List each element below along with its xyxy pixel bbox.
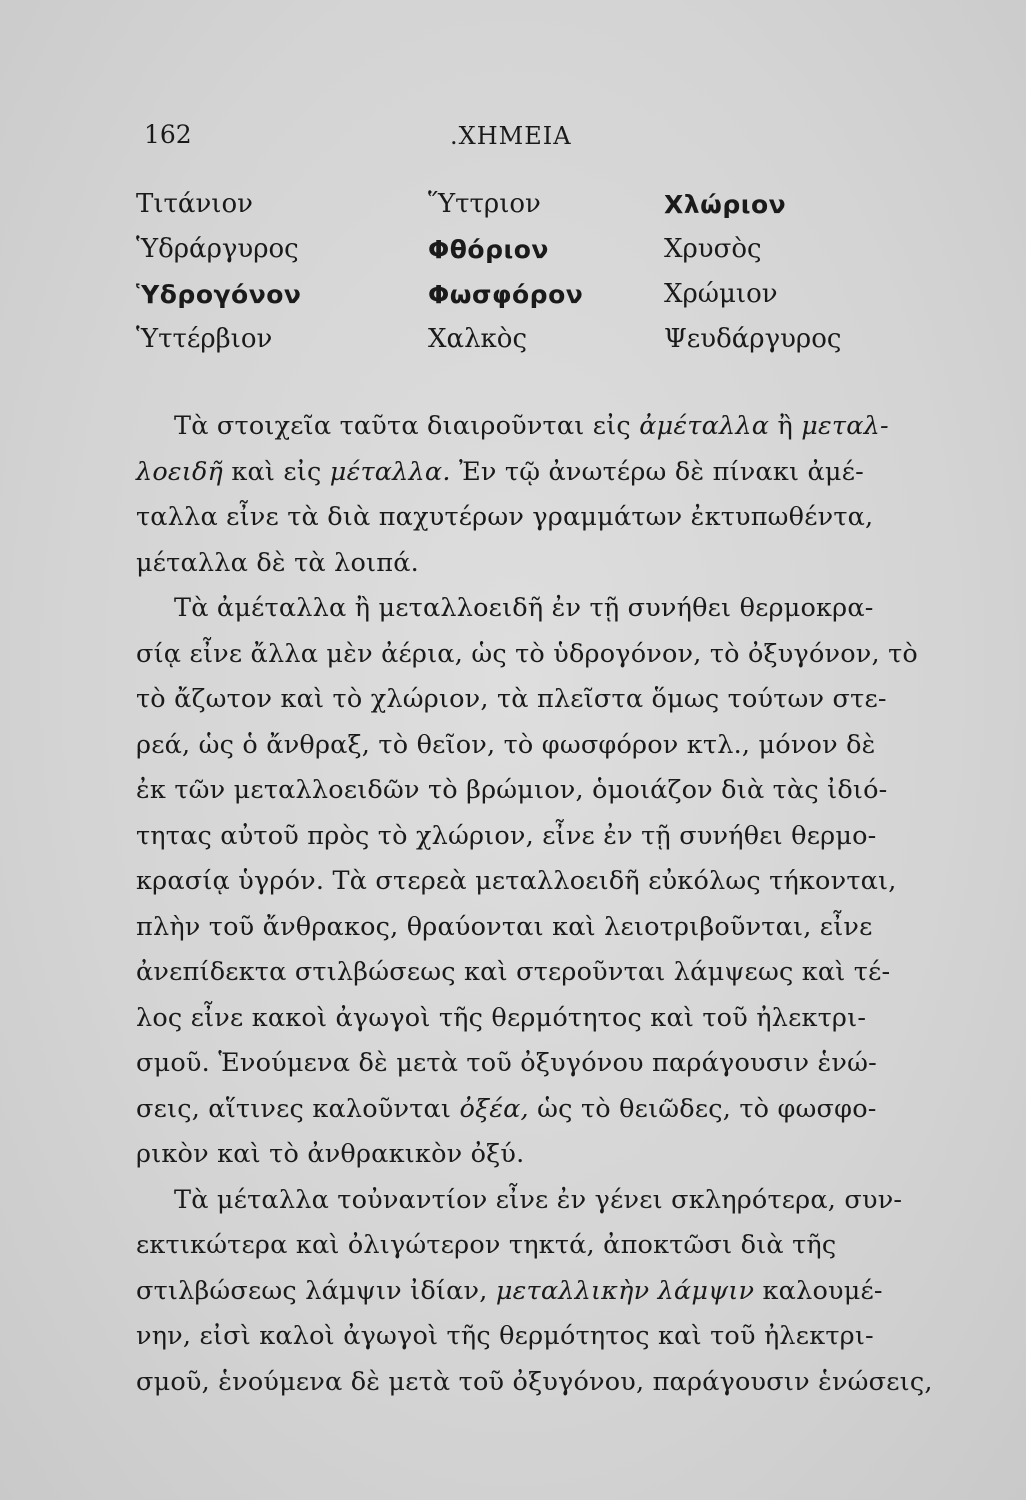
text-line: Τὰ μέταλλα τοὐναντίον εἶνε ἐν γένει σκληρότερα, συν- [174,1184,903,1215]
elements-column-2 [428,182,583,362]
text-line: ταλλα εἶνε τὰ διὰ παχυτέρων γραμμάτων ἐκτυπωθέντα, [136,502,874,532]
text-line: κρασίᾳ ὑγρόν. Τὰ στερεὰ μεταλλοειδῆ εὐκόλως τήκονται, [136,866,897,896]
text-line: στιλβώσεως λάμψιν ἰδίαν, μεταλλικὴν λάμψιν καλουμέ- [136,1275,883,1306]
elements-column-3 [664,182,841,362]
text-line: τητας αὐτοῦ πρὸς τὸ χλώριον, εἶνε ἐν τῇ συνήθει θερμο- [136,820,877,851]
element-copper: Χαλκὸς [428,324,528,354]
body-text [136,404,933,1405]
text-line: πλὴν τοῦ ἄνθρακος, θραύονται καὶ λειοτριβοῦνται, εἶνε [136,911,873,942]
text-line: μέταλλα δὲ τὰ λοιπά. [136,547,419,578]
text-line: σίᾳ εἶνε ἄλλα μὲν ἀέρια, ὡς τὸ ὑδρογόνον, τὸ ὀξυγόνον, τὸ [136,638,918,669]
text-line: εκτικώτερα καὶ ὀλιγώτερον τηκτά, ἀποκτῶσι διὰ τῆς [136,1230,837,1260]
page-number: 162 [144,120,192,149]
page-header [140,120,900,160]
element-chlorine: Χλώριον [664,190,787,219]
element-titanium: Τιτάνιον [136,189,253,219]
text-line: σεις, αἵτινες καλοῦνται ὀξέα, ὡς τὸ θειῶδες, τὸ φωσφο- [136,1093,877,1124]
element-fluorine: Φθόριον [428,235,549,264]
text-line: λοειδῆ καὶ εἰς μέταλλα. Ἐν τῷ ἀνωτέρω δὲ πίνακι ἀμέ- [136,456,864,487]
text-line: τὸ ἄζωτον καὶ τὸ χλώριον, τὰ πλεῖστα ὅμως τούτων στε- [136,684,887,714]
element-yttrium: Ὕττριον [428,189,541,219]
element-mercury: Ὑδράργυρος [136,234,299,264]
text-line: ρικὸν καὶ τὸ ἀνθρακικὸν ὀξύ. [136,1139,525,1169]
elements-column-1 [136,182,301,362]
element-phosphorus: Φωσφόρον [428,280,584,309]
text-line: ἐκ τῶν μεταλλοειδῶν τὸ βρώμιον, ὁμοιάζον διὰ τὰς ἰδιό- [136,775,888,805]
element-zinc: Ψευδάργυρος [664,324,842,354]
element-ytterbium: Ὑττέρβιον [136,324,273,354]
element-chromium: Χρώμιον [664,279,778,309]
element-gold: Χρυσὸς [664,234,762,264]
element-hydrogen: Ὑδρογόνον [136,280,302,309]
text-line: ἀνεπίδεκτα στιλβώσεως καὶ στεροῦνται λάμψεως καὶ τέ- [136,957,891,987]
text-line: λος εἶνε κακοὶ ἀγωγοὶ τῆς θερμότητος καὶ τοῦ ἠλεκτρι- [136,1002,867,1033]
text-line: Τὰ ἀμέταλλα ἢ μεταλλοειδῆ ἐν τῇ συνήθει θερμοκρα- [174,593,874,623]
running-title: .ΧΗΜΕΙΑ [450,122,572,150]
text-line: σμοῦ. Ἑνούμενα δὲ μετὰ τοῦ ὀξυγόνου παράγουσιν ἑνώ- [136,1048,877,1078]
text-line: Τὰ στοιχεῖα ταῦτα διαιροῦνται εἰς ἀμέταλλα ἢ μεταλ- [174,411,889,441]
text-line: σμοῦ, ἑνούμενα δὲ μετὰ τοῦ ὀξυγόνου, παράγουσιν ἑνώσεις, [136,1366,933,1397]
text-line: νην, εἰσὶ καλοὶ ἀγωγοὶ τῆς θερμότητος καὶ τοῦ ἠλεκτρι- [136,1321,874,1351]
text-line: ρεά, ὡς ὁ ἄνθραξ, τὸ θεῖον, τὸ φωσφόρον κτλ., μόνον δὲ [136,729,876,760]
